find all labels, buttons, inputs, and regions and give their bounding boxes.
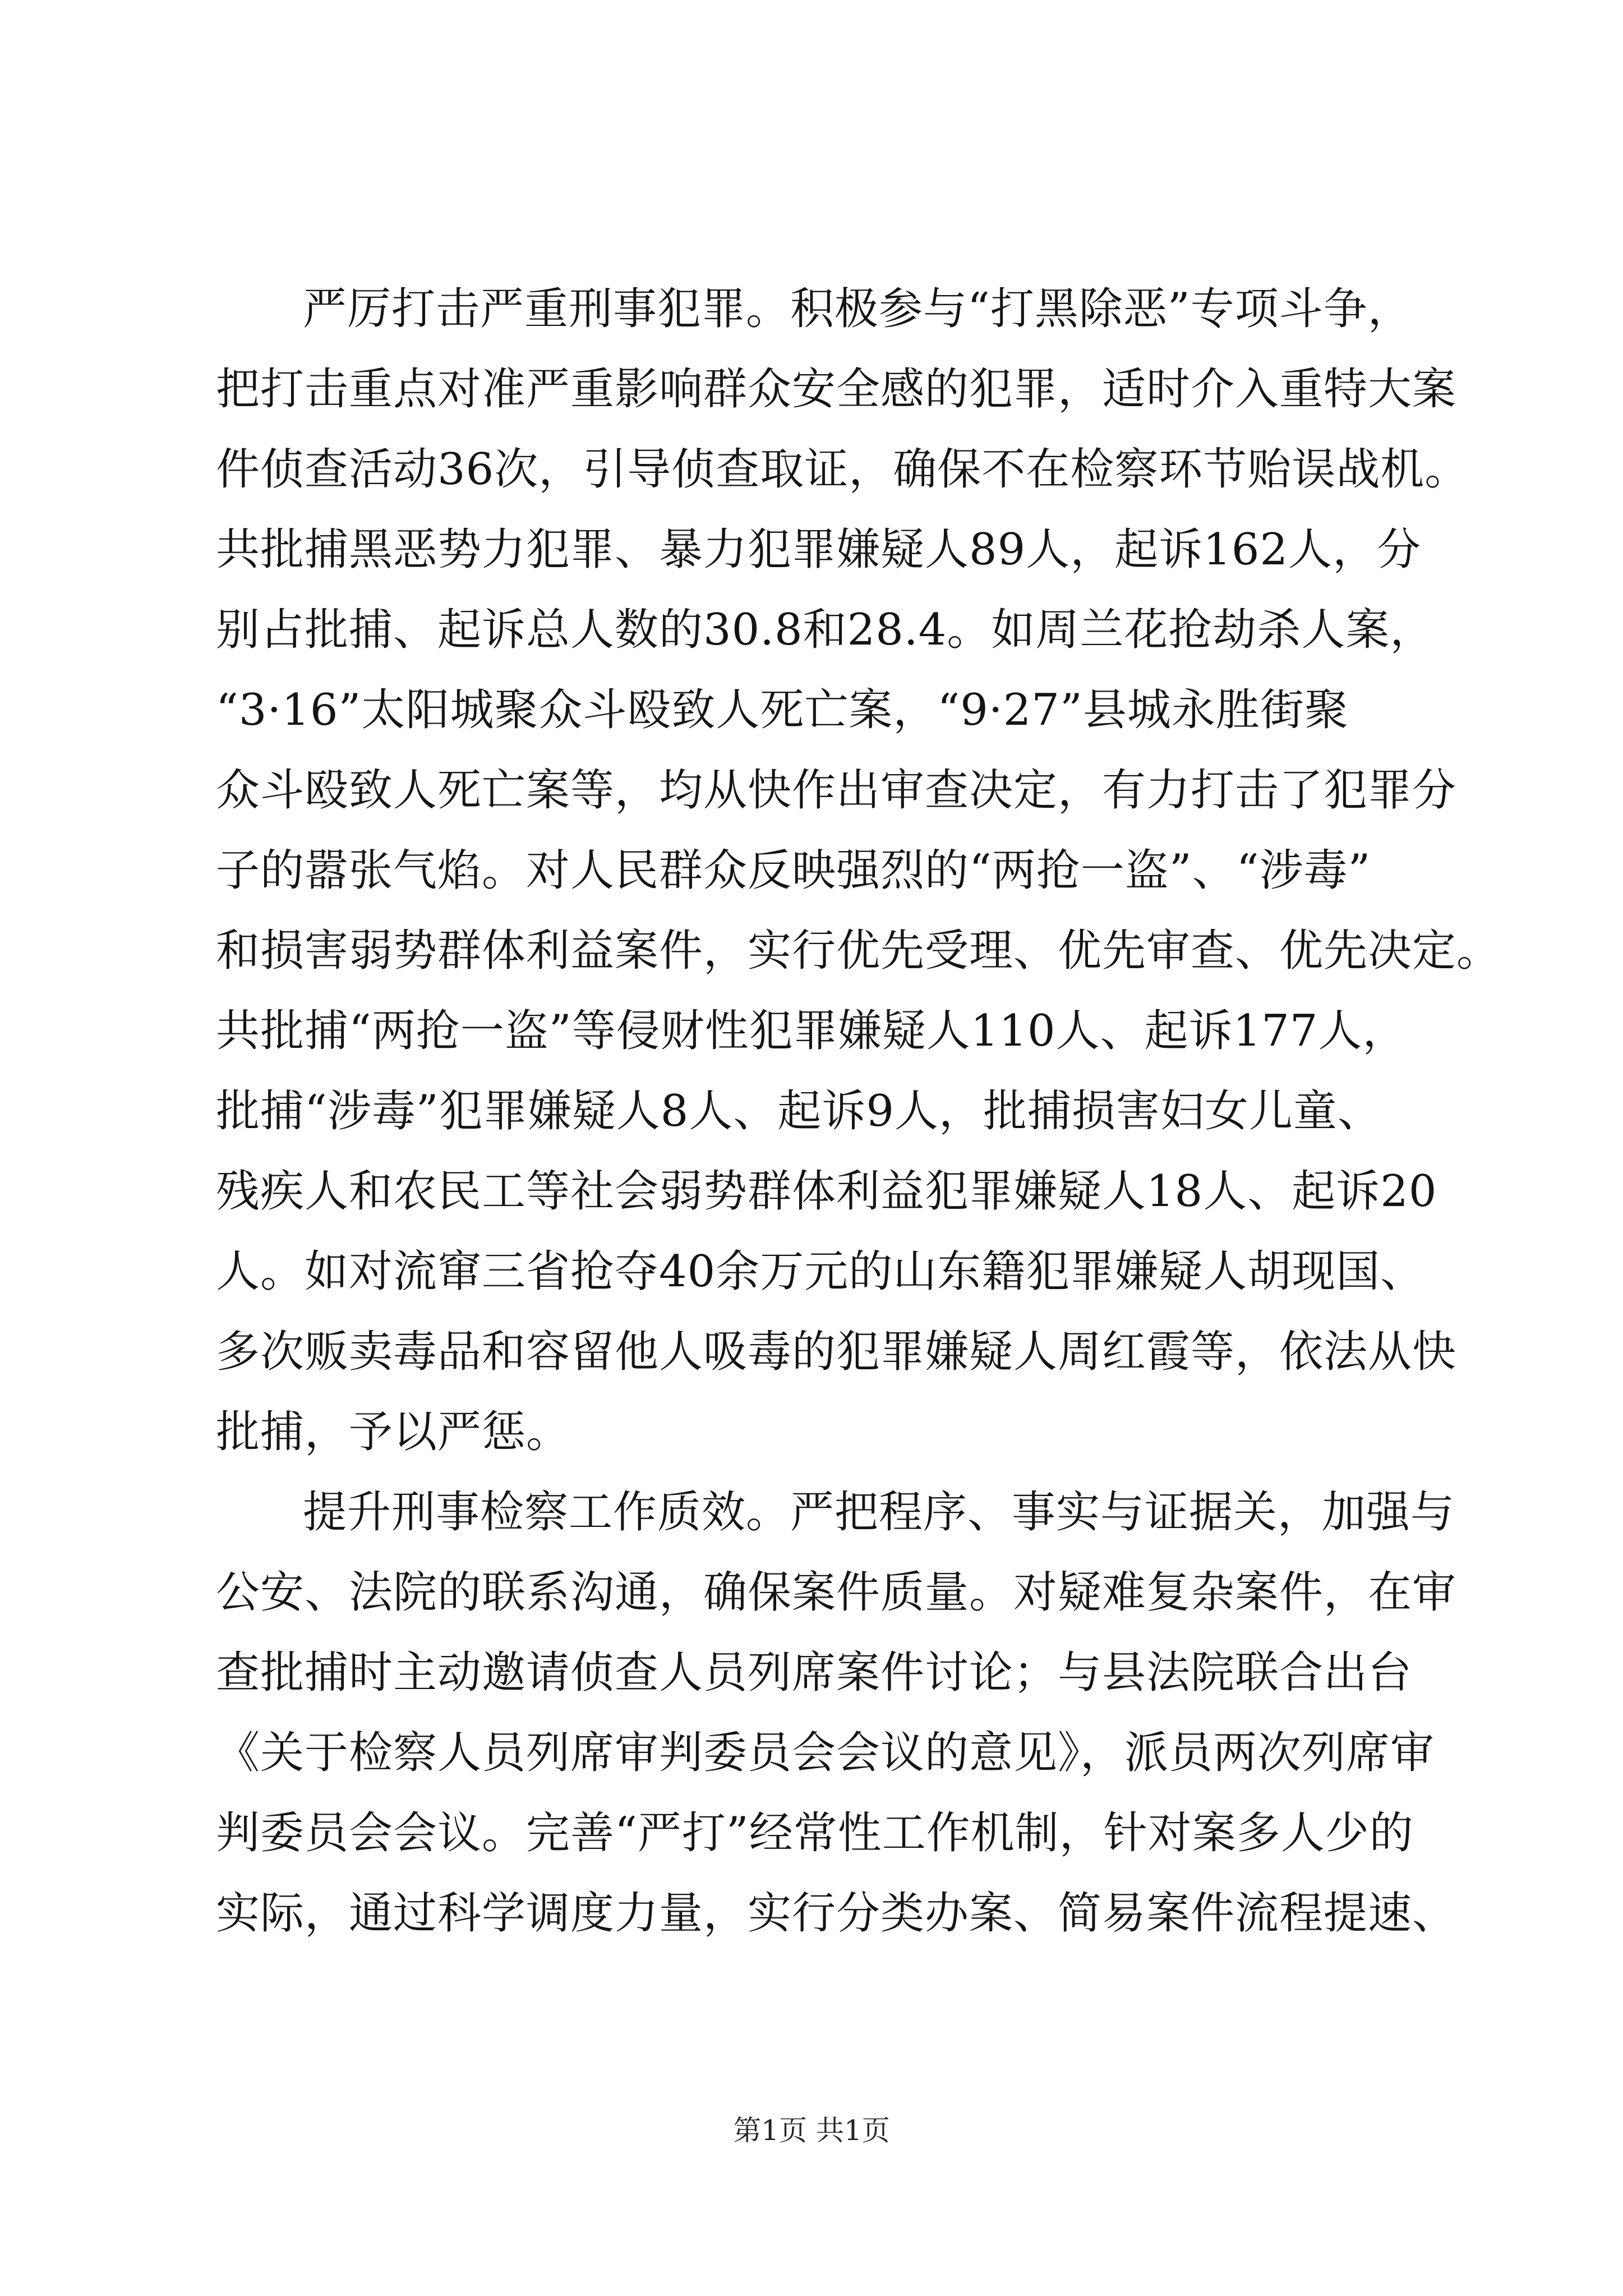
- paragraph-1-line-7: 众斗殴致人死亡案等，均从快作出审查决定，有力打击了犯罪分: [216, 765, 1457, 816]
- paragraph-2-line-4: 《关于检察人员列席审判委员会会议的意见》，派员两次列席审: [216, 1728, 1435, 1778]
- paragraph-1-line-2: 把打击重点对准严重影响群众安全感的犯罪，适时介入重特大案: [216, 364, 1457, 415]
- paragraph-1-line-3: 件侦查活动36次，引导侦查取证，确保不在检察环节贻误战机。: [216, 444, 1469, 495]
- paragraph-1-line-4: 共批捕黑恶势力犯罪、暴力犯罪嫌疑人89人，起诉162人，分: [216, 524, 1422, 575]
- paragraph-1-line-1: 严厉打击严重刑事犯罪。积极参与“打黑除恶”专项斗争，: [303, 284, 1412, 334]
- paragraph-2-line-2: 公安、法院的联系沟通，确保案件质量。对疑难复杂案件，在审: [216, 1567, 1457, 1618]
- paragraph-1-line-14: 多次贩卖毒品和容留他人吸毒的犯罪嫌疑人周红霞等，依法从快: [216, 1327, 1457, 1377]
- paragraph-2-line-5: 判委员会会议。完善“严打”经常性工作机制，针对案多人少的: [216, 1808, 1414, 1858]
- paragraph-1-line-11: 批捕“涉毒”犯罪嫌疑人8人、起诉9人，批捕损害妇女儿童、: [216, 1086, 1382, 1137]
- paragraph-1-line-9: 和损害弱势群体利益案件，实行优先受理、优先审查、优先决定。: [216, 926, 1501, 976]
- paragraph-1-line-12: 残疾人和农民工等社会弱势群体利益犯罪嫌疑人18人、起诉20: [216, 1166, 1437, 1217]
- paragraph-1-line-10: 共批捕“两抢一盗”等侵财性犯罪嫌疑人110人、起诉177人，: [216, 1006, 1407, 1056]
- paragraph-1-line-5: 别占批捕、起诉总人数的30.8和28.4。如周兰花抢劫杀人案，: [216, 605, 1435, 655]
- paragraph-2-line-6: 实际，通过科学调度力量，实行分类办案、简易案件流程提速、: [216, 1888, 1457, 1939]
- paragraph-1-line-8: 子的嚣张气焰。对人民群众反映强烈的“两抢一盗”、“涉毒”: [216, 845, 1371, 896]
- paragraph-1-line-15: 批捕，予以严惩。: [216, 1407, 571, 1457]
- page-number-footer: 第1页 共1页: [733, 2114, 890, 2147]
- paragraph-1-line-6: “3·16”太阳城聚众斗殴致人死亡案，“9·27”县城永胜街聚: [216, 685, 1349, 735]
- paragraph-1-line-13: 人。如对流窜三省抢夺40余万元的山东籍犯罪嫌疑人胡现国、: [216, 1246, 1425, 1297]
- paragraph-2-line-1: 提升刑事检察工作质效。严把程序、事实与证据关，加强与: [303, 1487, 1455, 1538]
- paragraph-2-line-3: 查批捕时主动邀请侦查人员列席案件讨论；与县法院联合出台: [216, 1648, 1413, 1698]
